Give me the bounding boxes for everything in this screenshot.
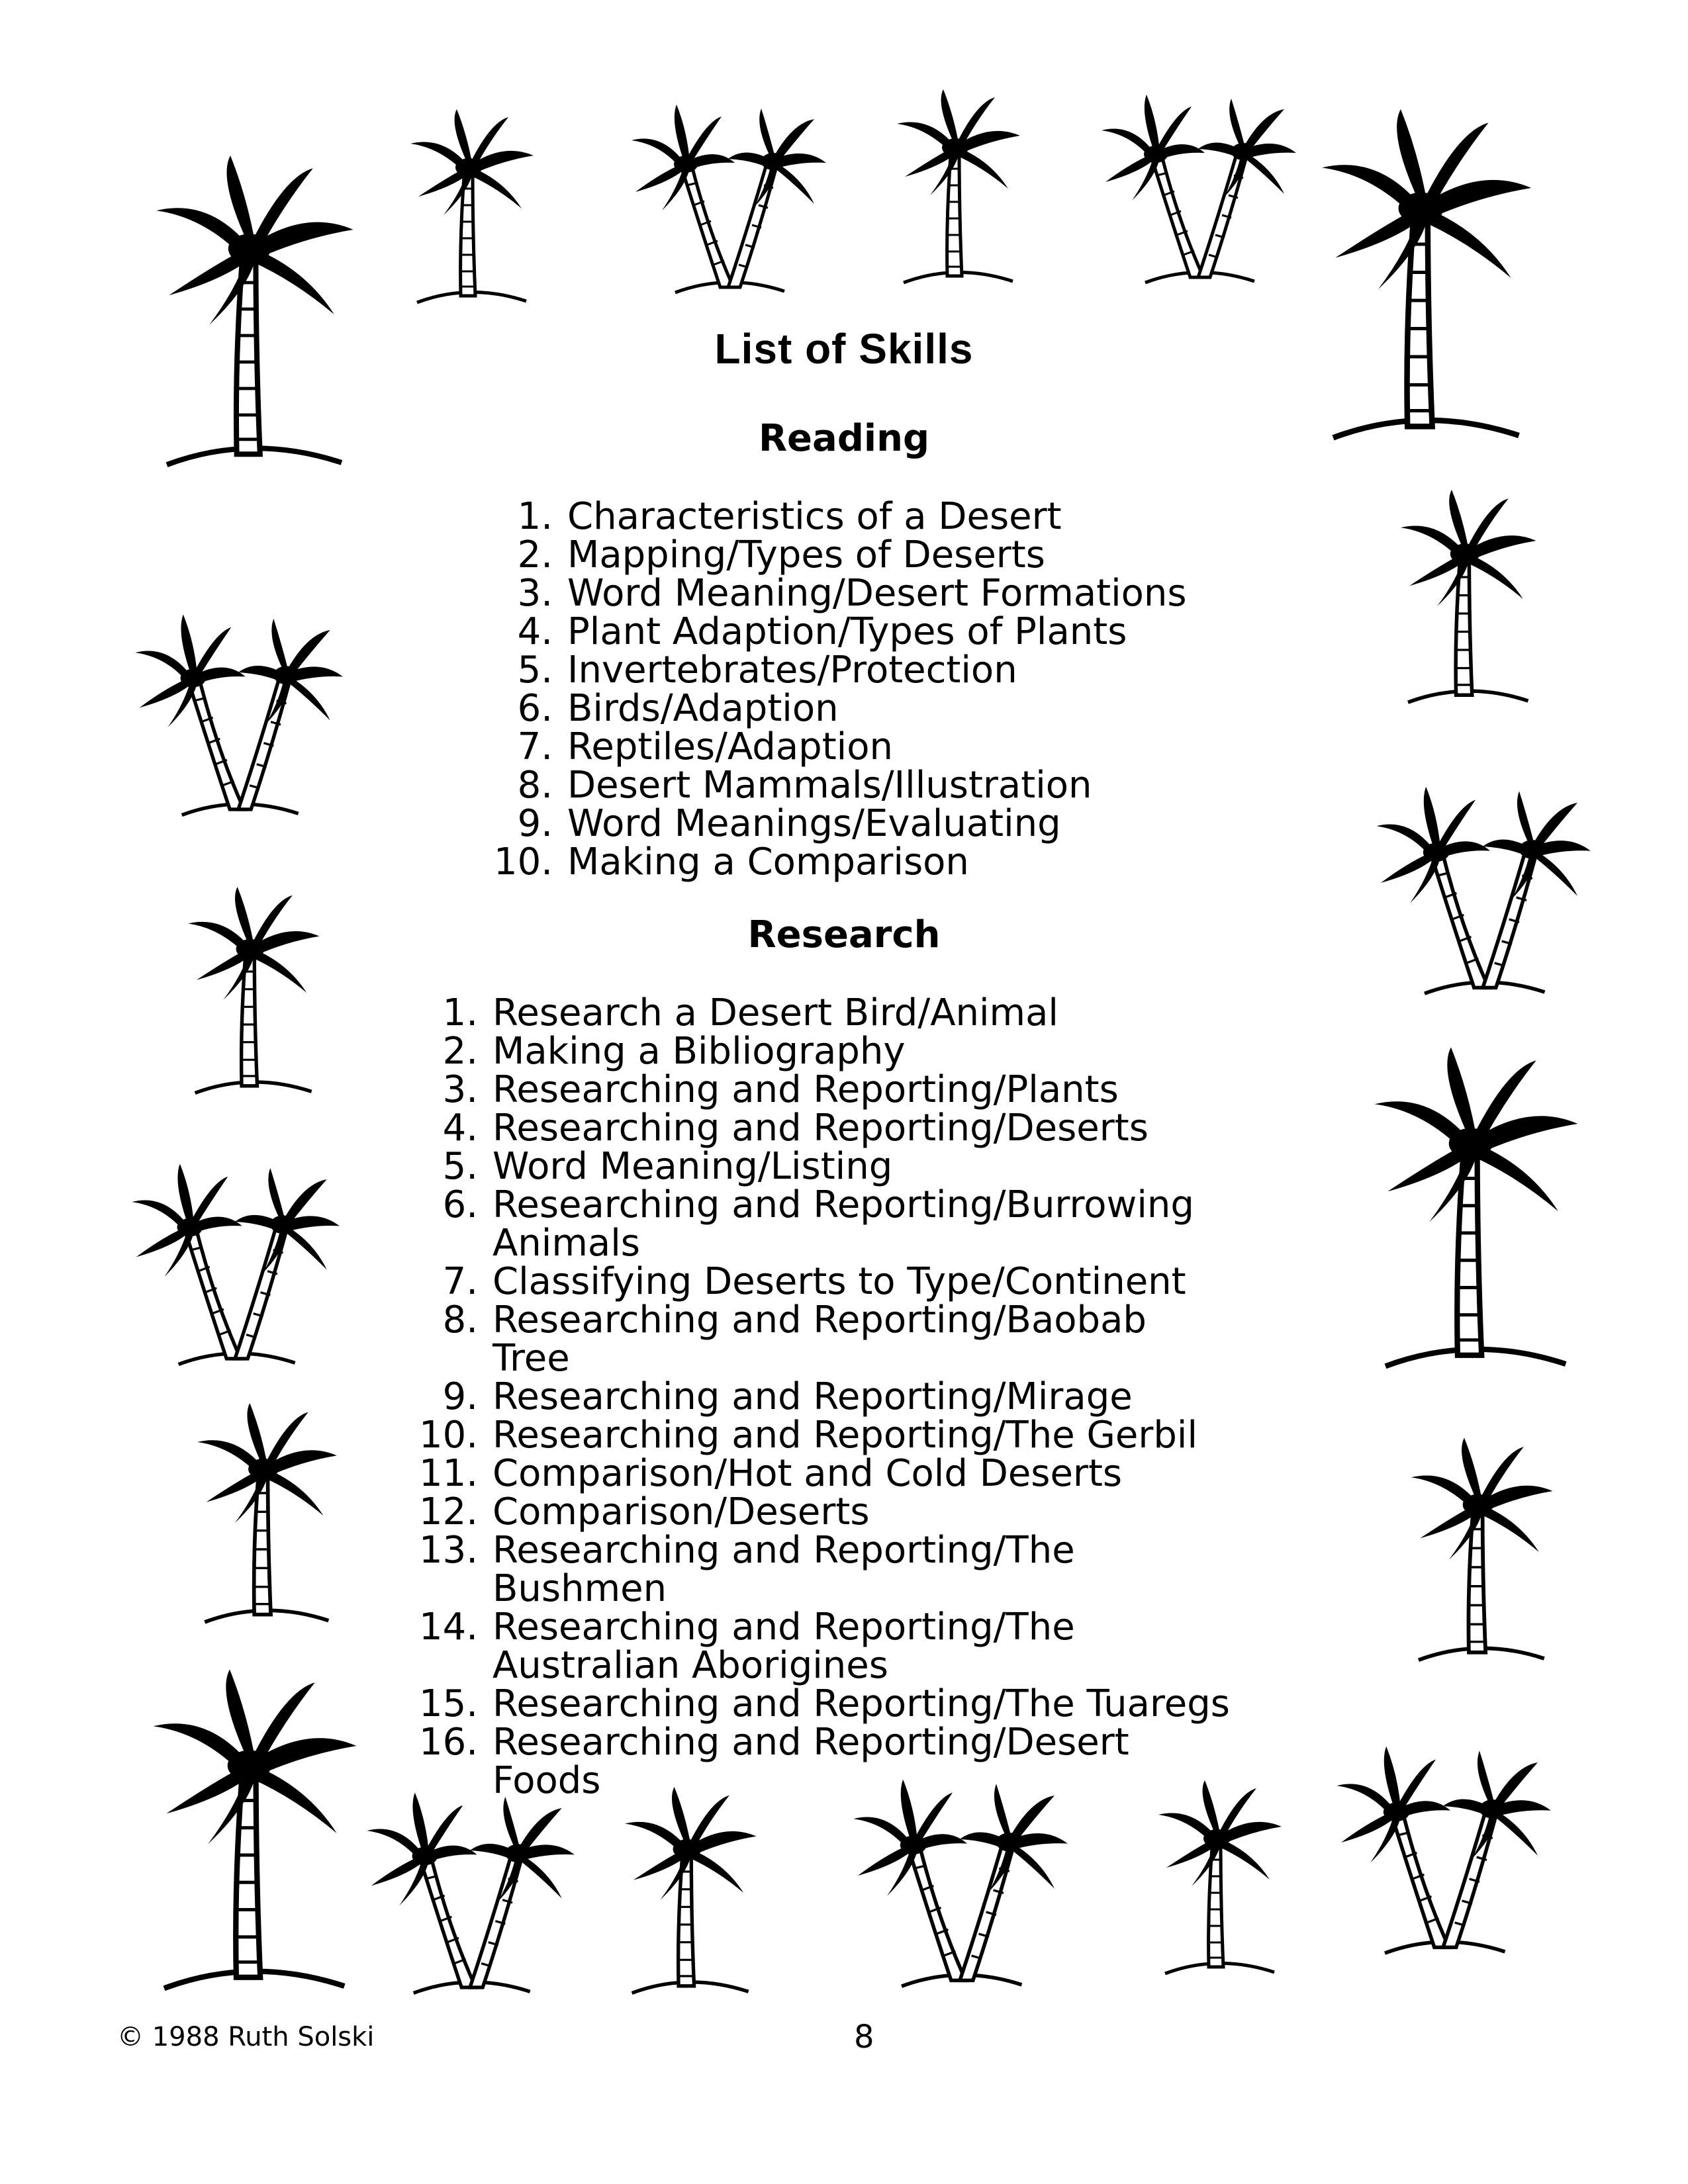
item-text bbox=[492, 1490, 870, 1533]
skill-list-item bbox=[483, 802, 1187, 845]
item-number: 10. bbox=[493, 841, 553, 884]
item-text-line: Researching and Reporting/Baobab bbox=[492, 1298, 1147, 1342]
item-text-line: Researching and Reporting/The bbox=[492, 1606, 1075, 1649]
item-number: 5. bbox=[517, 649, 553, 692]
reading-skill-list bbox=[483, 495, 1187, 884]
item-text bbox=[492, 1375, 1133, 1418]
item-number: 4. bbox=[442, 1107, 478, 1150]
copyright-notice: © 1988 Ruth Solski bbox=[117, 2022, 375, 2052]
skill-list-item bbox=[408, 1298, 1230, 1380]
item-text-line: Making a Bibliography bbox=[492, 1030, 906, 1073]
item-text bbox=[492, 1183, 1194, 1265]
page-title: List of Skills bbox=[714, 325, 974, 373]
item-number: 4. bbox=[517, 610, 553, 653]
skill-list-item bbox=[408, 1416, 1230, 1455]
skill-list-item bbox=[408, 1490, 1230, 1533]
palm-tree-icon bbox=[1145, 1780, 1291, 1979]
item-number: 15. bbox=[418, 1682, 478, 1725]
skill-list-item bbox=[483, 574, 1187, 613]
palm-tree-icon bbox=[132, 609, 344, 821]
item-text bbox=[567, 533, 1045, 576]
item-text bbox=[567, 843, 969, 882]
item-number: 7. bbox=[442, 1260, 478, 1303]
item-text-line: Reptiles/Adaption bbox=[567, 725, 893, 768]
item-text bbox=[492, 1531, 1075, 1608]
palm-tree-icon bbox=[142, 1661, 361, 2005]
research-heading: Research bbox=[747, 913, 941, 956]
item-number: 12. bbox=[418, 1490, 478, 1533]
item-text bbox=[567, 766, 1092, 805]
item-number: 3. bbox=[442, 1068, 478, 1111]
item-number: 1. bbox=[442, 991, 478, 1034]
skill-list-item bbox=[408, 1531, 1230, 1608]
palm-tree-icon bbox=[1390, 490, 1542, 708]
item-text bbox=[567, 495, 1062, 538]
palm-tree-icon bbox=[1403, 1436, 1556, 1668]
palm-tree-icon bbox=[129, 1138, 341, 1390]
palm-tree-icon bbox=[185, 1403, 344, 1628]
skill-list-item bbox=[408, 1452, 1230, 1495]
item-number: 13. bbox=[418, 1529, 478, 1572]
item-number: 9. bbox=[442, 1375, 478, 1418]
item-text-line: Research a Desert Bird/Animal bbox=[492, 991, 1058, 1034]
item-number: 2. bbox=[517, 533, 553, 576]
reading-heading: Reading bbox=[758, 417, 930, 460]
item-text bbox=[567, 687, 839, 730]
item-text-line: Characteristics of a Desert bbox=[567, 495, 1062, 538]
item-text-line: Researching and Reporting/Plants bbox=[492, 1068, 1119, 1111]
item-text-continuation: Tree bbox=[492, 1337, 570, 1380]
skill-list-item bbox=[483, 610, 1187, 653]
item-text bbox=[492, 1260, 1186, 1303]
item-number: 11. bbox=[418, 1452, 478, 1495]
item-text-line: Researching and Reporting/Burrowing bbox=[492, 1183, 1194, 1226]
palm-tree-icon bbox=[354, 1787, 586, 1999]
palm-tree-icon bbox=[1311, 103, 1536, 453]
skill-list-item bbox=[483, 766, 1187, 805]
skill-list-item bbox=[483, 495, 1187, 538]
page-number: 8 bbox=[854, 2019, 874, 2056]
item-number: 5. bbox=[442, 1145, 478, 1188]
item-text bbox=[567, 651, 1017, 690]
item-text-line: Researching and Reporting/Deserts bbox=[492, 1107, 1149, 1150]
item-text-line: Word Meanings/Evaluating bbox=[567, 802, 1061, 845]
palm-tree-icon bbox=[1086, 89, 1311, 288]
palm-tree-icon bbox=[616, 1787, 761, 1999]
item-text-line: Plant Adaption/Types of Plants bbox=[567, 610, 1127, 653]
item-number: 8. bbox=[517, 764, 553, 807]
item-text bbox=[492, 1416, 1197, 1455]
item-number: 16. bbox=[418, 1721, 478, 1764]
item-text-line: Researching and Reporting/Desert bbox=[492, 1721, 1129, 1764]
item-number: 9. bbox=[517, 802, 553, 845]
skill-list-item bbox=[483, 725, 1187, 768]
item-text-continuation: Australian Aborigines bbox=[492, 1644, 888, 1687]
item-number: 10. bbox=[418, 1414, 478, 1457]
item-number: 14. bbox=[418, 1606, 478, 1649]
skill-list-item bbox=[408, 1109, 1230, 1148]
item-text bbox=[492, 1452, 1123, 1495]
palm-tree-icon bbox=[887, 89, 1026, 288]
item-text-continuation: Foods bbox=[492, 1759, 601, 1802]
skill-list-item bbox=[483, 651, 1187, 690]
palm-tree-icon bbox=[404, 109, 536, 308]
item-text bbox=[492, 1032, 906, 1071]
skill-list-item bbox=[483, 843, 1187, 882]
item-number: 6. bbox=[442, 1183, 478, 1226]
item-text bbox=[567, 610, 1127, 653]
item-text-continuation: Animals bbox=[492, 1222, 640, 1265]
skill-list-item bbox=[408, 1032, 1230, 1071]
item-text bbox=[567, 725, 893, 768]
skill-list-item bbox=[408, 1145, 1230, 1188]
item-number: 8. bbox=[442, 1298, 478, 1342]
item-text bbox=[492, 1723, 1129, 1800]
item-number: 2. bbox=[442, 1030, 478, 1073]
skill-list-item bbox=[408, 1682, 1230, 1725]
item-number: 7. bbox=[517, 725, 553, 768]
item-text bbox=[492, 991, 1058, 1034]
item-text bbox=[492, 1068, 1119, 1111]
item-text-line: Researching and Reporting/The Gerbil bbox=[492, 1414, 1198, 1457]
item-text bbox=[492, 1608, 1075, 1685]
item-text bbox=[492, 1298, 1147, 1380]
item-text bbox=[567, 802, 1061, 845]
skill-list-item bbox=[408, 1723, 1230, 1800]
skill-list-item bbox=[408, 1183, 1230, 1265]
skill-list-item bbox=[408, 1375, 1230, 1418]
item-text bbox=[492, 1145, 893, 1188]
item-text-line: Word Meaning/Desert Formations bbox=[567, 572, 1187, 615]
item-text-line: Making a Comparison bbox=[567, 841, 969, 884]
skill-list-item bbox=[408, 991, 1230, 1034]
item-text-line: Researching and Reporting/The bbox=[492, 1529, 1075, 1572]
item-text-line: Comparison/Deserts bbox=[492, 1490, 870, 1533]
skill-list-item bbox=[483, 533, 1187, 576]
item-text-line: Birds/Adaption bbox=[567, 687, 839, 730]
item-text-line: Desert Mammals/Illustration bbox=[567, 764, 1092, 807]
item-text-continuation: Bushmen bbox=[492, 1567, 667, 1610]
item-number: 1. bbox=[517, 495, 553, 538]
item-text-line: Mapping/Types of Deserts bbox=[567, 533, 1045, 576]
research-skill-list bbox=[408, 991, 1230, 1802]
palm-tree-icon bbox=[841, 1774, 1079, 1992]
item-text bbox=[567, 574, 1187, 613]
item-text bbox=[492, 1109, 1149, 1148]
item-text-line: Word Meaning/Listing bbox=[492, 1145, 893, 1188]
item-number: 3. bbox=[517, 572, 553, 615]
palm-tree-icon bbox=[1364, 1039, 1582, 1383]
skill-list-item bbox=[408, 1260, 1230, 1303]
item-text-line: Comparison/Hot and Cold Deserts bbox=[492, 1452, 1123, 1495]
item-text bbox=[492, 1682, 1230, 1725]
item-text-line: Researching and Reporting/The Tuaregs bbox=[492, 1682, 1230, 1725]
palm-tree-icon bbox=[1364, 781, 1602, 999]
item-number: 6. bbox=[517, 687, 553, 730]
skill-list-item bbox=[483, 687, 1187, 730]
skill-list-item bbox=[408, 1608, 1230, 1685]
palm-tree-icon bbox=[616, 99, 841, 298]
item-text-line: Classifying Deserts to Type/Continent bbox=[492, 1260, 1186, 1303]
item-text-line: Invertebrates/Protection bbox=[567, 649, 1017, 692]
palm-tree-icon bbox=[1331, 1741, 1556, 1959]
item-text-line: Researching and Reporting/Mirage bbox=[492, 1375, 1133, 1418]
skill-list-item bbox=[408, 1068, 1230, 1111]
